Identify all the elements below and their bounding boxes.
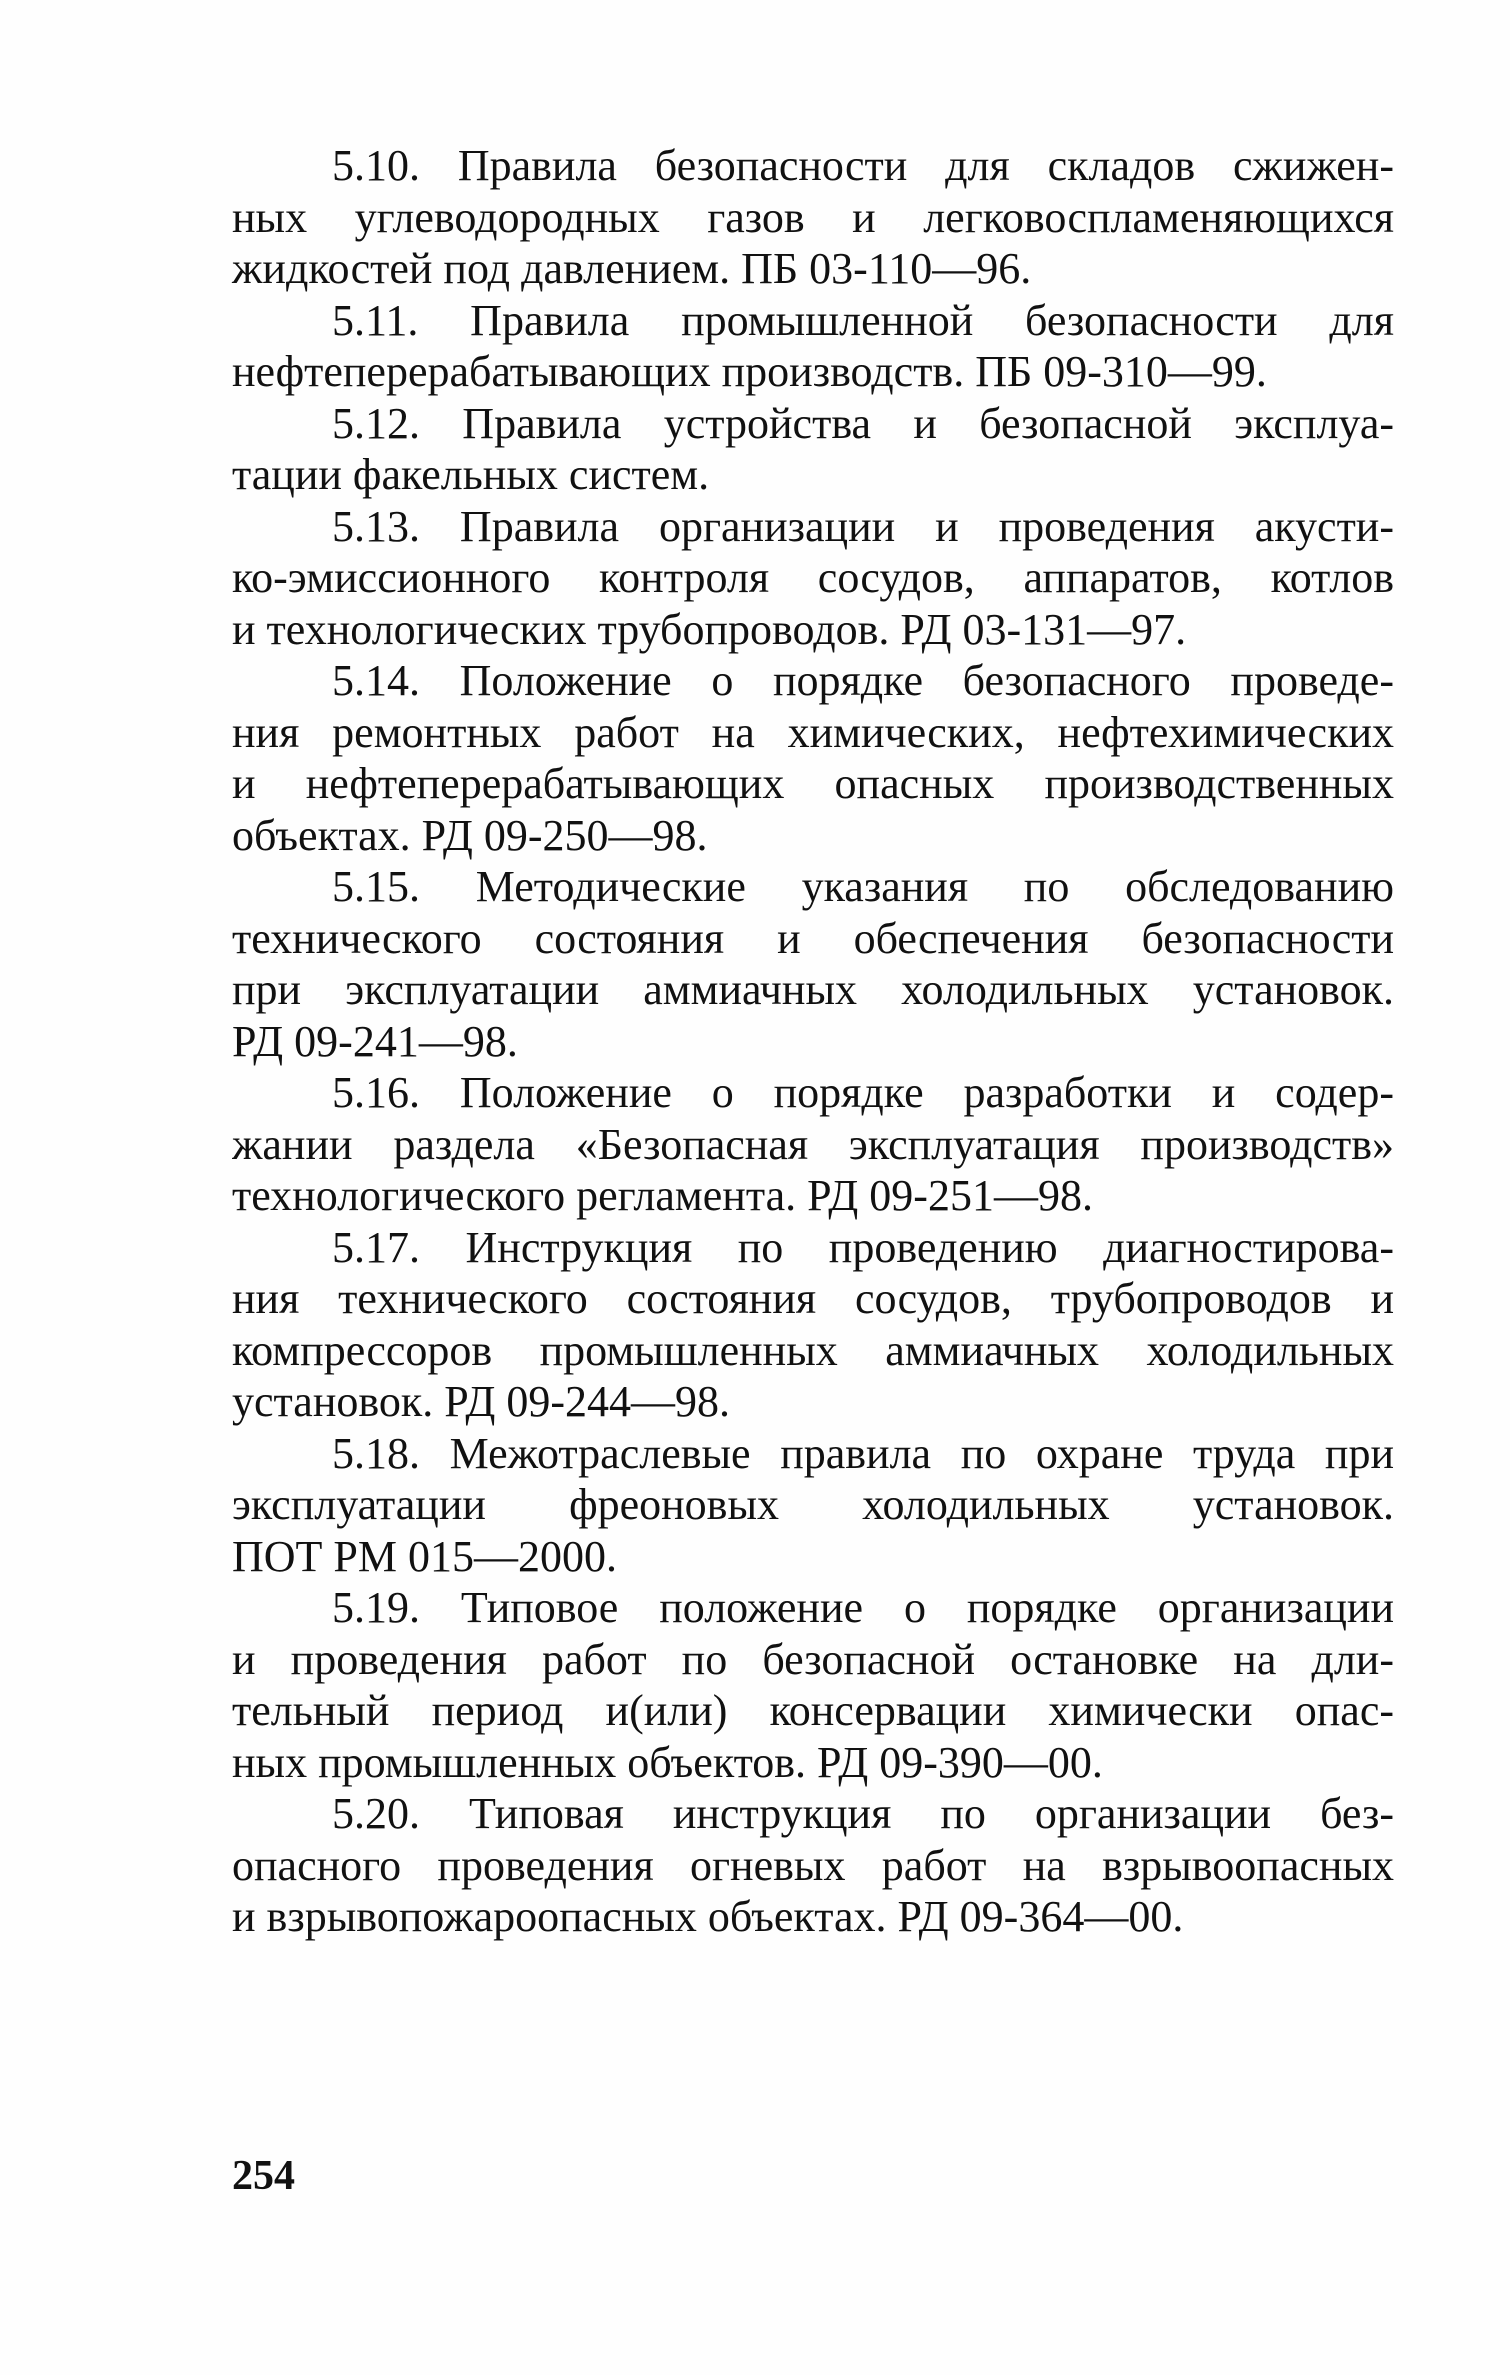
text-line: технического состояния и обеспечения безопасности xyxy=(232,913,1394,963)
list-item-5-14 xyxy=(232,655,1394,861)
text-line: ния ремонтных работ на химических, нефтехимических xyxy=(232,707,1394,757)
text-line: установок. РД 09-244—98. xyxy=(232,1377,731,1426)
text-line: 5.12. Правила устройства и безопасной эксплуа- xyxy=(332,398,1394,448)
text-line: 5.14. Положение о порядке безопасного проведе- xyxy=(332,656,1394,705)
text-line: ПОТ РМ 015—2000. xyxy=(232,1531,618,1581)
text-line: 5.19. Типовое положение о порядке организации xyxy=(332,1583,1394,1632)
text-line: 5.15. Методические указания по обследованию xyxy=(332,862,1394,911)
text-line: тации факельных систем. xyxy=(232,450,710,499)
text-line: РД 09-241—98. xyxy=(232,1016,518,1066)
text-line: эксплуатации фреоновых холодильных установок. xyxy=(232,1480,1394,1529)
text-line: 5.10. Правила безопасности для складов сжижен- xyxy=(332,141,1394,190)
text-line: тельный период и(или) консервации химически опас- xyxy=(232,1686,1394,1735)
list-item-5-19 xyxy=(232,1582,1394,1788)
text-line: ния технического состояния сосудов, трубопроводов и xyxy=(232,1274,1394,1323)
text-line: опасного проведения огневых работ на взрывоопасных xyxy=(232,1840,1394,1890)
text-line: и технологических трубопроводов. РД 03-131—97. xyxy=(232,604,1187,654)
page-number: 254 xyxy=(232,2153,295,2199)
text-line: 5.16. Положение о порядке разработки и содер- xyxy=(332,1068,1394,1117)
list-item-5-13 xyxy=(232,501,1394,656)
list-item-5-12 xyxy=(232,398,1394,501)
text-line: ко-эмиссионного контроля сосудов, аппаратов, котлов xyxy=(232,553,1394,602)
text-line: 5.11. Правила промышленной безопасности для xyxy=(332,295,1394,345)
regulations-list xyxy=(232,140,1394,1943)
list-item-5-18 xyxy=(232,1428,1394,1583)
text-line: нефтеперерабатывающих производств. ПБ 09-310—99. xyxy=(232,347,1267,396)
list-item-5-15 xyxy=(232,861,1394,1067)
text-line: технологического регламента. РД 09-251—98. xyxy=(232,1171,1093,1220)
text-line: при эксплуатации аммиачных холодильных установок. xyxy=(232,965,1394,1014)
text-line: 5.20. Типовая инструкция по организации без- xyxy=(332,1789,1394,1838)
list-item-5-11 xyxy=(232,295,1394,398)
text-line: компрессоров промышленных аммиачных холодильных xyxy=(232,1325,1394,1375)
list-item-5-17 xyxy=(232,1222,1394,1428)
text-line: 5.17. Инструкция по проведению диагностирова- xyxy=(332,1222,1394,1272)
text-line: 5.18. Межотраслевые правила по охране труда при xyxy=(332,1428,1394,1478)
text-line: объектах. РД 09-250—98. xyxy=(232,810,708,860)
text-line: ных промышленных объектов. РД 09-390—00. xyxy=(232,1737,1103,1787)
text-line: 5.13. Правила организации и проведения акусти- xyxy=(332,501,1394,551)
text-line: жании раздела «Безопасная эксплуатация производств» xyxy=(232,1119,1394,1169)
text-line: и нефтеперерабатывающих опасных производственных xyxy=(232,759,1394,808)
list-item-5-10 xyxy=(232,140,1394,295)
list-item-5-20 xyxy=(232,1788,1394,1943)
text-line: и взрывопожароопасных объектах. РД 09-364—00. xyxy=(232,1892,1184,1941)
text-line: жидкостей под давлением. ПБ 03-110—96. xyxy=(232,244,1032,293)
list-item-5-16 xyxy=(232,1067,1394,1222)
text-line: и проведения работ по безопасной остановке на дли- xyxy=(232,1634,1394,1684)
text-line: ных углеводородных газов и легковоспламеняющихся xyxy=(232,192,1394,242)
